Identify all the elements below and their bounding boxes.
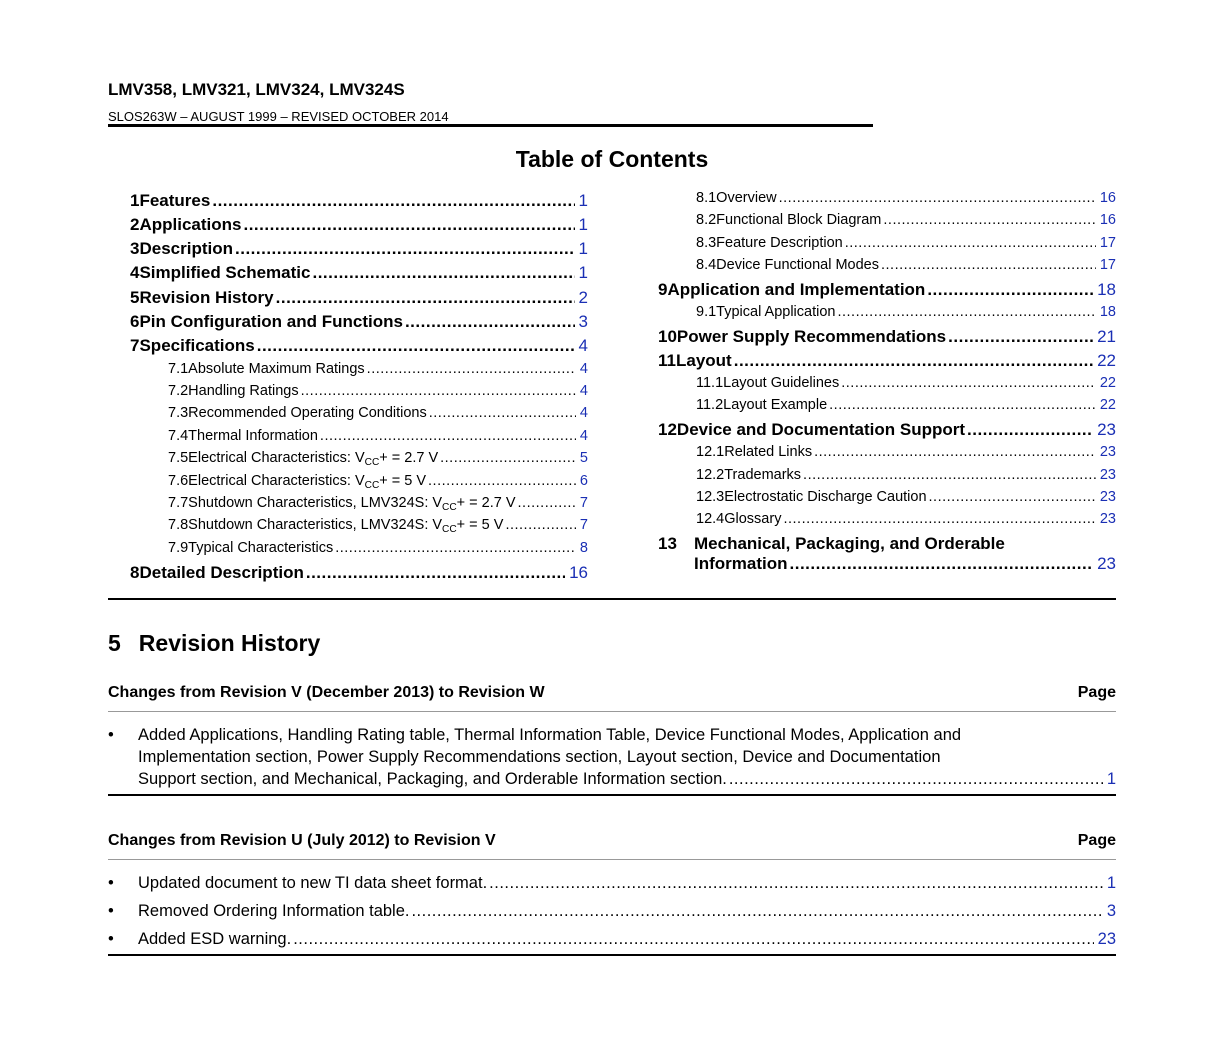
toc-entry[interactable] (658, 280, 1116, 300)
toc-entry-number: 7.5 (168, 450, 189, 466)
toc-page-link[interactable]: 4 (579, 361, 588, 377)
change-item (108, 872, 1116, 894)
toc-entry-number: 2 (130, 215, 140, 234)
toc-entry-number: 10 (658, 327, 677, 346)
document-header-subtitle: SLOS263W – AUGUST 1999 – REVISED OCTOBER 2014 (108, 109, 449, 124)
toc-entry-number: 9.1 (696, 304, 717, 320)
toc-entry-label: Typical Characteristics (188, 540, 334, 556)
toc-entry-number: 7.4 (168, 428, 189, 444)
toc-entry[interactable] (696, 444, 1116, 460)
dot-leader (293, 928, 1093, 950)
toc-entry-label: Electrical Characteristics: $V_{CC}+ = 5$ V (188, 473, 427, 491)
bullet-marker: • (108, 930, 114, 948)
dot-leader (367, 361, 576, 377)
toc-entry-label: Feature Description (716, 235, 843, 251)
toc-entry[interactable] (696, 467, 1116, 483)
toc-entry[interactable] (696, 304, 1116, 320)
toc-entry[interactable] (130, 563, 588, 583)
bullet-marker: • (108, 726, 114, 744)
subscript: CC (364, 457, 380, 468)
change-item-text: Removed Ordering Information table. (138, 902, 410, 920)
dot-leader (841, 375, 1096, 391)
toc-entry-label: Device and Documentation Support (676, 420, 966, 439)
toc-entry-label: Layout Example (723, 397, 828, 413)
toc-page-link[interactable]: 3 (578, 312, 588, 331)
toc-page-link[interactable]: 4 (579, 405, 588, 421)
toc-entry[interactable] (130, 288, 588, 308)
toc-entry-number: 7.9 (168, 540, 189, 556)
toc-entry-label: Related Links (724, 444, 813, 460)
toc-entry-number: 8.3 (696, 235, 717, 251)
toc-entry-label: Pin Configuration and Functions (139, 312, 403, 331)
section-number: 5 (108, 630, 121, 656)
dot-leader (505, 517, 575, 533)
subscript: CC (442, 502, 457, 513)
toc-entry-number: 11.1 (696, 375, 724, 391)
toc-entry-number: 4 (130, 263, 140, 282)
toc-entry-number: 8 (130, 563, 140, 582)
toc-entry-number: 8.1 (696, 190, 717, 206)
dot-leader (320, 428, 576, 444)
toc-entry[interactable] (168, 383, 588, 399)
toc-entry[interactable] (696, 235, 1116, 251)
toc-entry[interactable] (130, 191, 588, 211)
toc-page-link[interactable]: 1 (578, 191, 588, 210)
toc-entry[interactable] (696, 257, 1116, 273)
toc-entry[interactable] (168, 473, 588, 489)
toc-entry[interactable] (696, 375, 1116, 391)
change-page-link[interactable]: 1 (1106, 770, 1116, 788)
change-item (108, 900, 1116, 922)
dot-leader (243, 215, 574, 235)
toc-bottom-rule (108, 598, 1116, 600)
toc-entry-label: Description (139, 239, 233, 258)
change-page-link[interactable]: 1 (1106, 874, 1116, 892)
toc-entry[interactable] (130, 215, 588, 235)
change-item-line: Implementation section, Power Supply Recommendations section, Layout section, Device and Documentation (138, 748, 941, 766)
toc-page-link[interactable]: 1 (578, 215, 588, 234)
toc-page-link[interactable]: 18 (1099, 304, 1116, 320)
toc-page-link[interactable]: 7 (579, 495, 588, 511)
dot-leader (837, 304, 1095, 320)
toc-page-link[interactable]: 22 (1097, 351, 1116, 370)
bullet-marker: • (108, 874, 114, 892)
subscript: CC (442, 524, 457, 535)
dot-leader (779, 190, 1096, 206)
toc-entry[interactable] (168, 450, 588, 466)
toc-page-link[interactable]: 17 (1099, 257, 1116, 273)
toc-entry-label: Applications (139, 215, 242, 234)
toc-entry-number: 11.2 (696, 397, 724, 413)
toc-entry-number: 7.8 (168, 517, 189, 533)
toc-entry-label: Thermal Information (188, 428, 318, 444)
toc-entry-label: Layout Guidelines (723, 375, 840, 391)
toc-entry-number: 12.1 (696, 444, 725, 460)
dot-leader (790, 554, 1094, 574)
toc-entry-label: Simplified Schematic (139, 263, 311, 282)
revision-history-title (108, 630, 320, 657)
toc-entry-label: Overview (716, 190, 777, 206)
toc-entry-number: 7.1 (168, 361, 189, 377)
dot-leader (335, 540, 576, 556)
bullet-marker: • (108, 902, 114, 920)
toc-entry[interactable] (658, 420, 1116, 440)
toc-entry-label: Typical Application (716, 304, 836, 320)
toc-entry-label: Handling Ratings (188, 383, 299, 399)
change-item-text: Added ESD warning. (138, 930, 292, 948)
change-item-line (138, 928, 1116, 950)
toc-entry-label: Layout (675, 351, 732, 370)
toc-page-link[interactable]: 5 (579, 450, 588, 466)
toc-page-link[interactable]: 22 (1099, 397, 1116, 413)
toc-page-link[interactable]: 16 (1099, 212, 1116, 228)
toc-entry-number: 7.6 (168, 473, 189, 489)
toc-entry-number: 7.3 (168, 405, 189, 421)
toc-page-link[interactable]: 2 (578, 288, 588, 307)
toc-entry[interactable] (130, 336, 588, 356)
dot-leader (883, 212, 1095, 228)
toc-entry-number: 12 (658, 420, 677, 439)
toc-entry-label: Absolute Maximum Ratings (188, 361, 365, 377)
toc-entry[interactable] (696, 190, 1116, 206)
toc-entry-number: 11 (658, 351, 676, 370)
dot-leader (312, 263, 574, 283)
dot-leader (440, 450, 576, 466)
toc-entry-number: 6 (130, 312, 140, 331)
toc-page-link[interactable]: 23 (1099, 444, 1116, 460)
block-bottom-rule (108, 954, 1116, 956)
toc-entry-label: Revision History (139, 288, 274, 307)
toc-entry-number: 12.2 (696, 467, 725, 483)
change-item (108, 928, 1116, 950)
toc-entry[interactable] (658, 351, 1116, 371)
subscript: CC (364, 480, 380, 491)
dot-leader (301, 383, 576, 399)
heading-divider (108, 859, 1116, 860)
change-page-link[interactable]: 3 (1106, 902, 1116, 920)
toc-entry-label: Glossary (724, 511, 782, 527)
dot-leader (489, 872, 1103, 894)
toc-page-link[interactable]: 16 (569, 563, 588, 582)
changes-heading (108, 832, 1116, 850)
toc-entry-number: 12.3 (696, 489, 725, 505)
dot-leader (428, 473, 576, 489)
toc-page-link[interactable]: 7 (579, 517, 588, 533)
dot-leader (927, 280, 1093, 300)
toc-entry[interactable] (168, 540, 588, 556)
toc-entry-label: Shutdown Characteristics, LMV324S: $V_{CC}+ = 5$ V (188, 517, 504, 535)
change-item-text: Updated document to new TI data sheet format. (138, 874, 488, 892)
toc-entry-continuation[interactable] (694, 554, 1116, 574)
dot-leader (734, 351, 1093, 371)
toc-page-link[interactable]: 22 (1099, 375, 1116, 391)
toc-entry-number: 12.4 (696, 511, 725, 527)
toc-entry-label: Power Supply Recommendations (676, 327, 947, 346)
toc-page-link[interactable]: 23 (1097, 554, 1116, 573)
changes-heading (108, 684, 1116, 702)
toc-entry[interactable] (130, 312, 588, 332)
toc-entry[interactable] (130, 263, 588, 283)
page-column-label: Page (1077, 832, 1116, 849)
toc-entry-label: Functional Block Diagram (716, 212, 882, 228)
toc-page-link[interactable]: 23 (1099, 467, 1116, 483)
toc-entry-number: 8.2 (696, 212, 717, 228)
dot-leader (814, 444, 1096, 460)
toc-entry-number: 1 (130, 191, 140, 210)
toc-title: Table of Contents (515, 146, 709, 172)
dot-leader (929, 489, 1096, 505)
change-item-line (138, 900, 1116, 922)
toc-entry-label: Shutdown Characteristics, LMV324S: $V_{CC}+ = 2.7$ V (188, 495, 516, 513)
toc-page-link[interactable]: 8 (579, 540, 588, 556)
dot-leader (429, 405, 576, 421)
toc-entry[interactable] (168, 517, 588, 533)
dot-leader (829, 397, 1096, 413)
dot-leader (276, 288, 575, 308)
change-item-line (138, 872, 1116, 894)
toc-entry-label: Mechanical, Packaging, and Orderable (694, 534, 1005, 553)
toc-entry-number: 5 (130, 288, 140, 307)
toc-page-link[interactable]: 1 (578, 263, 588, 282)
change-item-line: Added Applications, Handling Rating table, Thermal Information Table, Device Functional Modes, Application and (138, 726, 962, 744)
toc-page-link[interactable]: 21 (1097, 327, 1116, 346)
toc-page-link[interactable]: 4 (579, 428, 588, 444)
dot-leader (405, 312, 575, 332)
dot-leader (411, 900, 1102, 922)
toc-entry[interactable] (696, 489, 1116, 505)
toc-entry-number: 3 (130, 239, 140, 258)
dot-leader (235, 239, 575, 259)
toc-entry-label-line2: Information (694, 554, 788, 573)
block-bottom-rule (108, 794, 1116, 796)
toc-page-link[interactable]: 18 (1097, 280, 1116, 299)
toc-page-link[interactable]: 4 (579, 383, 588, 399)
toc-entry-label: Recommended Operating Conditions (188, 405, 427, 421)
toc-entry-label: Electrical Characteristics: $V_{CC}+ = 2.7$ V (188, 450, 439, 468)
dot-leader (881, 257, 1096, 273)
toc-entry[interactable] (696, 212, 1116, 228)
changes-heading-text: Changes from Revision V (December 2013) to Revision W (108, 684, 545, 701)
dot-leader (845, 235, 1096, 251)
document-header-title: LMV358, LMV321, LMV324, LMV324S (108, 80, 405, 99)
toc-entry-label: Device Functional Modes (716, 257, 879, 273)
toc-page-link[interactable]: 23 (1099, 489, 1116, 505)
dot-leader (212, 191, 574, 211)
toc-entry-number: 9 (658, 280, 668, 299)
dot-leader (306, 563, 565, 583)
dot-leader (729, 768, 1103, 790)
toc-entry-label: Detailed Description (139, 563, 304, 582)
page-column-label: Page (1077, 684, 1116, 701)
toc-entry-number: 7 (130, 336, 140, 355)
toc-entry-label: Trademarks (724, 467, 802, 483)
changes-heading-text: Changes from Revision U (July 2012) to Revision V (108, 832, 496, 849)
toc-entry-number: 8.4 (696, 257, 717, 273)
toc-entry-label: Application and Implementation (667, 280, 926, 299)
toc-entry-number: 7.2 (168, 383, 189, 399)
toc-page-link[interactable]: 23 (1099, 511, 1116, 527)
toc-entry-label: Features (139, 191, 211, 210)
change-item-text: Support section, and Mechanical, Packaging, and Orderable Information section. (138, 770, 727, 788)
toc-entry[interactable] (658, 327, 1116, 347)
toc-page-link[interactable]: 23 (1097, 420, 1116, 439)
header-rule (108, 124, 873, 127)
dot-leader (257, 336, 575, 356)
toc-page-link[interactable]: 1 (578, 239, 588, 258)
heading-divider (108, 711, 1116, 712)
dot-leader (967, 420, 1093, 440)
toc-entry-label: Electrostatic Discharge Caution (724, 489, 927, 505)
toc-page-link[interactable]: 6 (579, 473, 588, 489)
toc-entry[interactable] (168, 361, 588, 377)
toc-entry-number: 7.7 (168, 495, 189, 511)
toc-entry-label: Specifications (139, 336, 255, 355)
toc-page-link[interactable]: 4 (578, 336, 588, 355)
dot-leader (803, 467, 1096, 483)
toc-entry[interactable] (696, 511, 1116, 527)
toc-entry[interactable] (168, 405, 588, 421)
dot-leader (518, 495, 576, 511)
section-title-text: Revision History (138, 630, 321, 656)
dot-leader (948, 327, 1093, 347)
dot-leader (783, 511, 1095, 527)
toc-page-link[interactable]: 17 (1099, 235, 1116, 251)
toc-entry[interactable] (658, 534, 1116, 554)
toc-entry[interactable] (168, 495, 588, 511)
change-page-link[interactable]: 23 (1097, 930, 1116, 948)
toc-entry[interactable] (696, 397, 1116, 413)
toc-page-link[interactable]: 16 (1099, 190, 1116, 206)
change-item (108, 724, 1116, 790)
toc-entry[interactable] (168, 428, 588, 444)
change-item-line (138, 768, 1116, 790)
toc-entry-number: 13 (658, 534, 677, 553)
toc-entry[interactable] (130, 239, 588, 259)
